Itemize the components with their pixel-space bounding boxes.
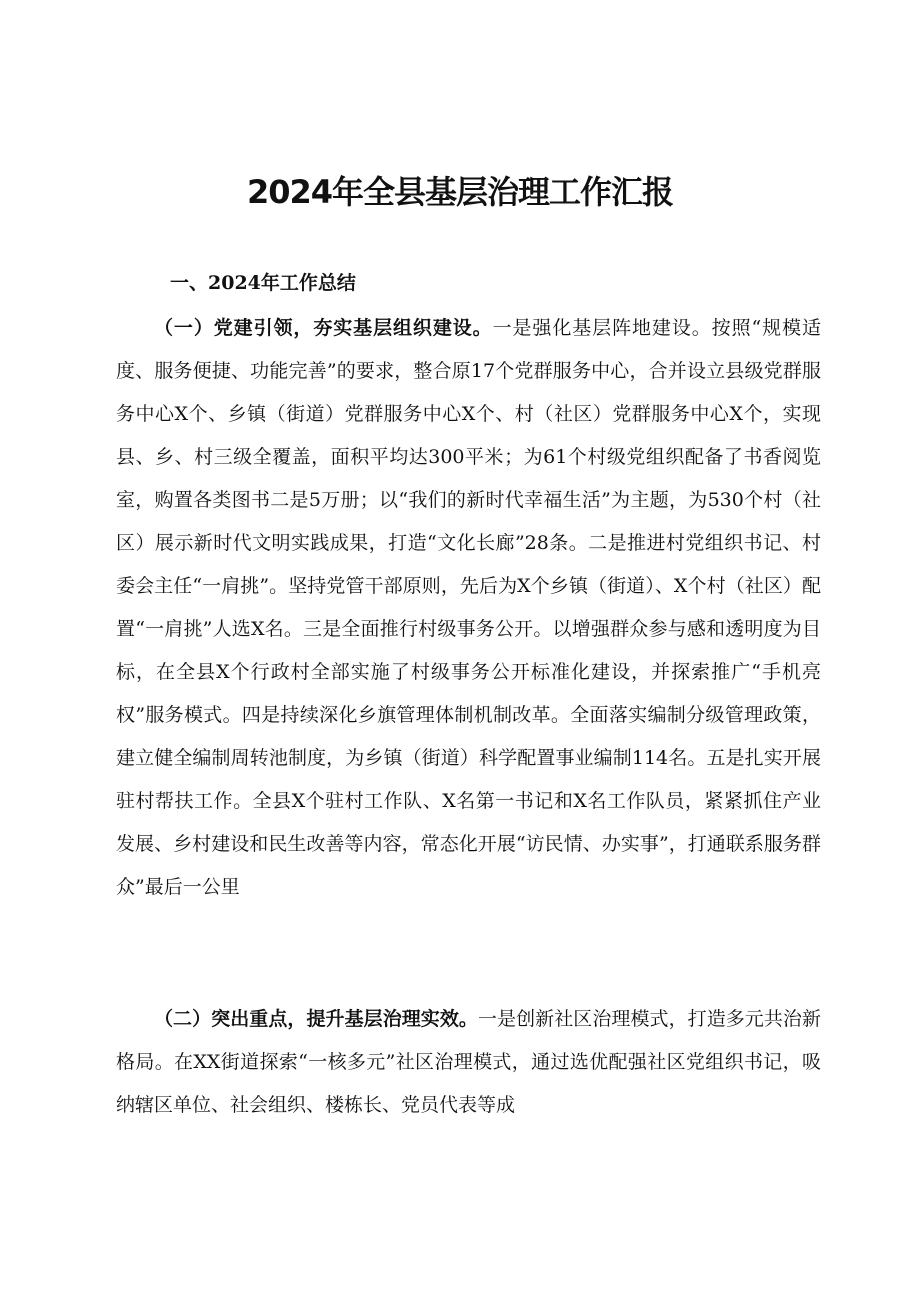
- paragraph-1-text: 一是强化基层阵地建设。按照“规模适度、服务便捷、功能完善”的要求，整合原17个党群服务中心，合并设立县级党群服务中心X个、乡镇（街道）党群服务中心X个、村（社区）党群服务中心X个，实现县、乡、村三级全覆盖，面积平均达300平米；为61个村级党组织配备了书香阅览室，购置各类图书二是5万册；以“我们的新时代幸福生活”为主题，为530个村（社区）展示新时代文明实践成果，打造“文化长廊”28条。二是推进村党组织书记、村委会主任“一肩挑”。坚持党管干部原则，先后为X个乡镇（街道）、X个村（社区）配置“一肩挑”人选X名。三是全面推行村级事务公开。以增强群众参与感和透明度为目标，在全县X个行政村全部实施了村级事务公开标准化建设，并探索推广“手机亮权”服务模式。四是持续深化乡旗管理体制机制改革。全面落实编制分级管理政策，建立健全编制周转池制度，为乡镇（街道）科学配置事业编制114名。五是扎实开展驻村帮扶工作。全县X个驻村工作队、X名第一书记和X名工作队员，紧紧抓住产业发展、乡村建设和民生改善等内容，常态化开展“访民情、办实事”，打通联系服务群众”最后一公里: [116, 317, 821, 898]
- paragraph-2: [116, 998, 821, 1127]
- document-title: 2024年全县基层治理工作汇报: [246, 173, 674, 211]
- paragraph-2-heading: （二）突出重点，提升基层治理实效。: [154, 1008, 478, 1030]
- paragraph-2-text: 一是创新社区治理模式，打造多元共治新格局。在XX街道探索“一核多元”社区治理模式，通过选优配强社区党组织书记，吸纳辖区单位、社会组织、楼栋长、党员代表等成: [116, 1008, 821, 1116]
- paragraph-1: [116, 307, 821, 909]
- section-heading: 一、2024年工作总结: [170, 272, 356, 294]
- paragraph-1-heading: （一）党建引领，夯实基层组织建设。: [154, 317, 493, 339]
